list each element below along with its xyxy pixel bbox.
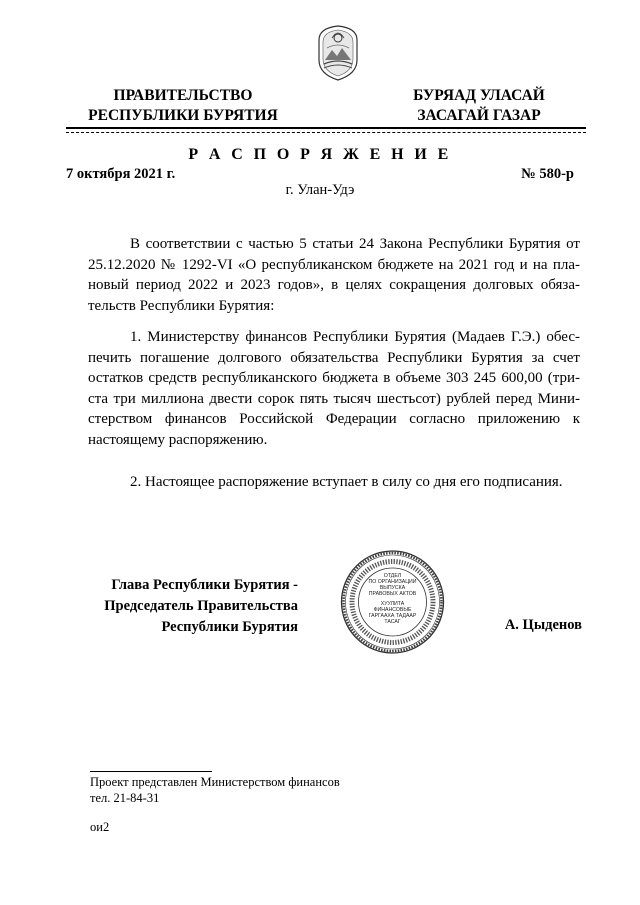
preamble-paragraph [88, 234, 580, 316]
document-type-title: Р А С П О Р Я Ж Е Н И Е [188, 146, 452, 163]
seal-line-1: ОТДЕЛ [383, 573, 402, 579]
footnote-divider [90, 771, 212, 772]
clause-1-line: печить погашение долгового обязательства Республики Бурятия за счет [88, 349, 580, 366]
seal-line-4: ПРАВОВЫХ АКТОВ [368, 591, 417, 597]
header-divider-thin [66, 132, 586, 133]
seal-line-8: ТАСАГ [384, 619, 401, 625]
footnote-line-1: Проект представлен Министерством финансов [90, 775, 340, 789]
footnote [90, 774, 340, 806]
document-date: 7 октября 2021 г. [66, 166, 176, 182]
document-number: № 580-р [521, 166, 574, 182]
clause-1-line: остатков средств республиканского бюджета в объеме 303 245 600,00 (три- [88, 370, 580, 387]
signatory-title-line-3: Республики Бурятия [161, 619, 298, 635]
header-divider-thick [66, 127, 586, 129]
signatory-name: А. Цыденов [504, 617, 582, 633]
clause-2-paragraph [88, 472, 580, 493]
government-name-buryat [412, 86, 546, 126]
document-city: г. Улан-Удэ [285, 182, 355, 198]
seal-line-5: ХУУЛИТА [380, 601, 405, 607]
clause-1-line: настоящему распоряжению. [88, 431, 268, 448]
footnote-line-2: тел. 21-84-31 [90, 791, 160, 805]
clause-2-line: 2. Настоящее распоряжение вступает в силу со дня его подписания. [130, 474, 563, 490]
coat-of-arms-emblem [315, 24, 361, 82]
clause-1-paragraph [88, 327, 580, 451]
header-left-line-1: ПРАВИТЕЛЬСТВО [113, 87, 253, 104]
header-left-line-2: РЕСПУБЛИКИ БУРЯТИЯ [88, 107, 278, 124]
clause-1-line: 1. Министерству финансов Республики Бурятия (Мадаев Г.Э.) обес- [130, 329, 580, 345]
document-code: ои2 [90, 820, 110, 834]
seal-line-2: ПО ОРГАНИЗАЦИИ [368, 579, 417, 585]
signatory-title-line-2: Председатель Правительства [104, 598, 298, 614]
header-right-line-1: БУРЯАД УЛАСАЙ [413, 87, 545, 104]
government-name-russian [88, 86, 278, 126]
preamble-line: В соответствии с частью 5 статьи 24 Закона Республики Бурятия от [130, 236, 580, 252]
seal-line-3: ВЫПУСКА [379, 585, 406, 591]
seal-line-6: ФИНАНСОВЫЕ [373, 607, 412, 613]
official-seal-stamp [340, 548, 445, 656]
clause-1-line: стерством финансов Российской Федерации согласно приложению к [88, 411, 580, 428]
preamble-line: новый период 2022 и 2023 годов», в целях сокращения долговых обяза- [88, 277, 580, 294]
seal-line-7: ГАРГААХА ТАДААР [368, 613, 417, 619]
preamble-line: тельств Республики Бурятия: [88, 297, 275, 314]
signatory-title [84, 575, 298, 638]
clause-1-line: ста три миллиона двести сорок пять тысяч шестьсот) рублей перед Мини- [88, 390, 580, 407]
header-right-line-2: ЗАСАГАЙ ГАЗАР [417, 107, 541, 124]
signatory-title-line-1: Глава Республики Бурятия - [111, 577, 298, 593]
preamble-line: 25.12.2020 № 1292-VI «О республиканском бюджете на 2021 год и на пла- [88, 256, 580, 273]
